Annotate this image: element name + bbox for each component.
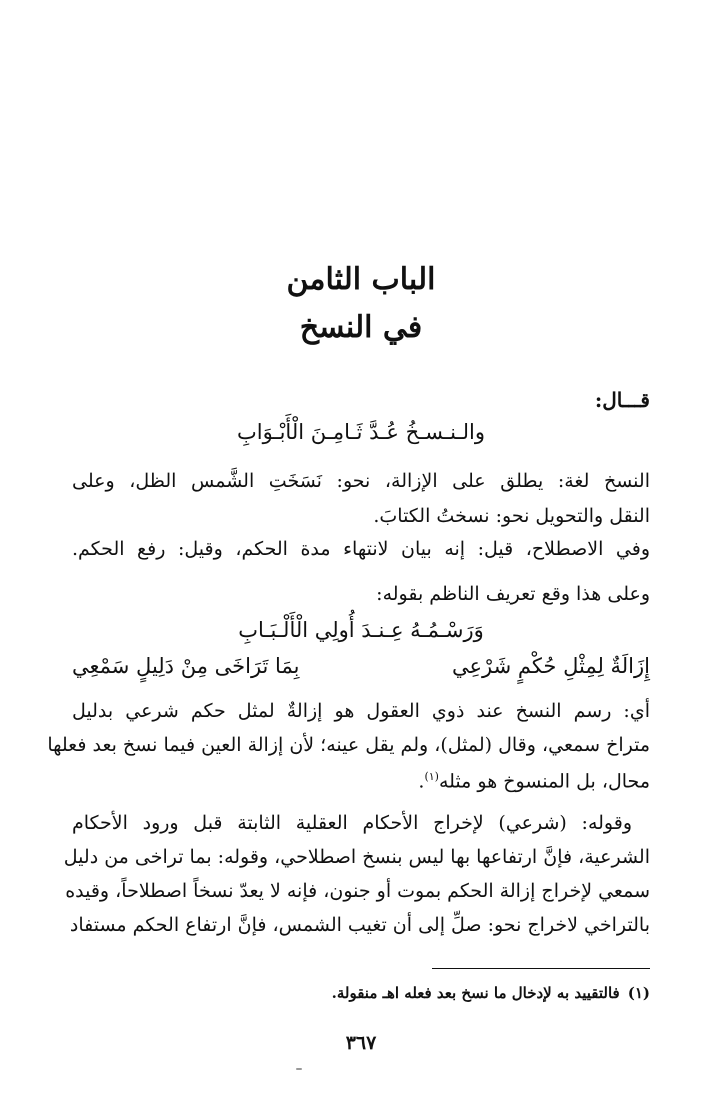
page-number: ٣٦٧ bbox=[345, 1032, 377, 1054]
verse-third-right-hemistich: إِزَالَةٌ لِمِثْلِ حُكْمٍ شَرْعِي bbox=[451, 654, 650, 678]
footnote-divider bbox=[432, 968, 650, 969]
paragraph-4-line-3-text: محال، بل المنسوخ هو مثله bbox=[438, 770, 650, 793]
paragraph-5-line-2: الشرعية، فإنَّ ارتفاعها بها ليس بنسخ اصطلاحي، وقوله: بما تراخى من دليل bbox=[63, 846, 650, 868]
intro-label: قـــال: bbox=[594, 388, 650, 412]
verse-third-left-hemistich: بِمَا تَرَاخَى مِنْ دَلِيلٍ سَمْعِي bbox=[72, 654, 300, 678]
verse-first: والـنـسـخُ عُـدَّ ثَـامِـنَ الْأَبْـوَابِ bbox=[236, 420, 486, 444]
footnote-marker: (١) bbox=[627, 984, 650, 1002]
paragraph-4-line-3 bbox=[72, 770, 650, 792]
paragraph-4-end-mark: . bbox=[418, 770, 425, 793]
paragraph-3-line-1: وعلى هذا وقع تعريف الناظم بقوله: bbox=[376, 583, 650, 605]
footnote-reference: (١) bbox=[424, 770, 439, 783]
footnote-text: فالتقييد به لإدخال ما نسخ بعد فعله اهـ منقولة. bbox=[331, 984, 620, 1002]
paragraph-1-line-2: النقل والتحويل نحو: نسختُ الكتابَ. bbox=[373, 505, 650, 527]
verse-second: وَرَسْـمُـهُ عِـنـدَ أُولِي الْأَلْـبَـابِ bbox=[238, 618, 484, 642]
paragraph-5-line-1: وقوله: (شرعي) لإخراج الأحكام العقلية الثابتة قبل ورود الأحكام bbox=[72, 812, 632, 834]
footnote bbox=[332, 984, 650, 1002]
paragraph-4-line-1: أي: رسم النسخ عند ذوي العقول هو إزالةٌ لمثل حكم شرعي بدليل bbox=[72, 700, 650, 722]
chapter-subject: في النسخ bbox=[299, 310, 423, 345]
scan-speck bbox=[296, 1068, 302, 1070]
paragraph-4-line-2: متراخ سمعي، وقال (لمثل)، ولم يقل عينه؛ لأن إزالة العين فيما نسخ بعد فعلها bbox=[47, 734, 650, 756]
paragraph-2-line-1: وفي الاصطلاح، قيل: إنه بيان لانتهاء مدة الحكم، وقيل: رفع الحكم. bbox=[72, 538, 650, 560]
paragraph-1-line-1: النسخ لغة: يطلق على الإزالة، نحو: نَسَخَتِ الشَّمس الظل، وعلى bbox=[72, 470, 650, 492]
paragraph-5-line-3: سمعي لإخراج إزالة الحكم بموت أو جنون، فإنه لا يعدّ نسخاً اصطلاحاً، وقيده bbox=[65, 880, 650, 902]
chapter-title: الباب الثامن bbox=[286, 262, 436, 297]
paragraph-5-line-4: بالتراخي لاخراج نحو: صلِّ إلى أن تغيب الشمس، فإنَّ ارتفاع الحكم مستفاد bbox=[69, 914, 650, 936]
